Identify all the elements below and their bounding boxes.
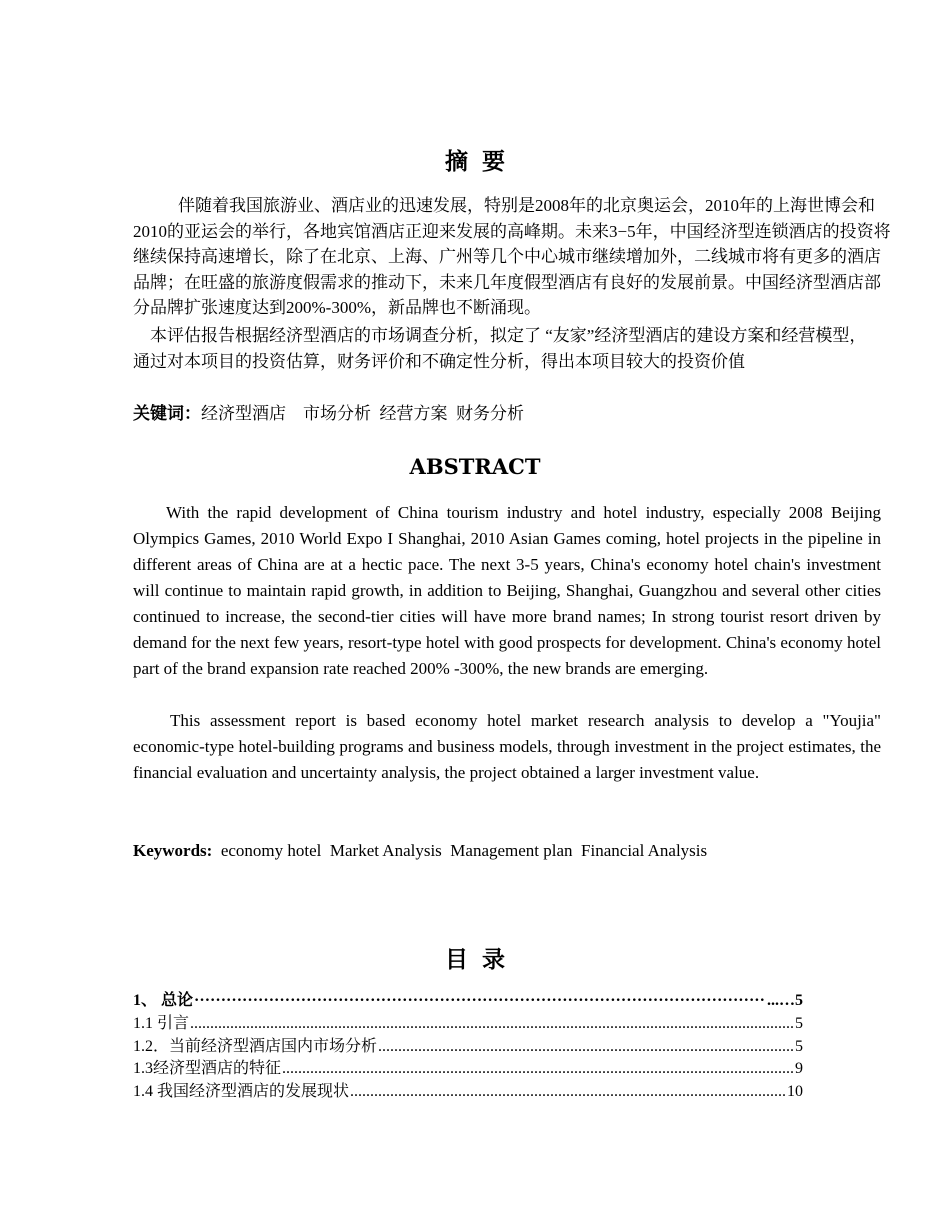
abstract-cn-text-2: 本评估报告根据经济型酒店的市场调查分析，拟定了 “友家”经济型酒店的建设方案和经营模型，通过对本项目的投资估算，财务评价和不确定性分析，得出本项目较大的投资价值 — [133, 326, 867, 371]
toc-entry-page: 5 — [795, 1038, 803, 1055]
keywords-cn — [133, 401, 524, 426]
toc-leader-dots — [190, 1013, 794, 1035]
toc-entry[interactable] — [133, 1058, 803, 1080]
toc-entry[interactable] — [133, 1013, 803, 1035]
abstract-en-paragraph-2: This assessment report is based economy hotel market research analysis to develop a "Youjia" economic-type hotel-building programs and business models, through investment in the project estimates, the financial evaluation and uncertainty analysis, the project obtained a larger investment value. — [133, 711, 881, 782]
keywords-en-values: economy hotel Market Analysis Management plan Financial Analysis — [212, 841, 708, 860]
abstract-cn-text-1: 伴随着我国旅游业、酒店业的迅速发展，特别是2008年的北京奥运会，2010年的上海世博会和2010的亚运会的举行，各地宾馆酒店正迎来发展的高峰期。未来3−5年，中国经济型连锁酒店的投资将继续保持高速增长，除了在北京、上海、广州等几个中心城市继续增加外，二线城市将有更多的酒店品牌；在旺盛的旅游度假需求的推动下，未来几年度假型酒店有良好的发展前景。中国经济型酒店部分品牌扩张速度达到200%-300%，新品牌也不断涌现。 — [133, 196, 891, 317]
keywords-cn-values: 经济型酒店 市场分析 经营方案 财务分析 — [201, 404, 524, 423]
keywords-en-label: Keywords: — [133, 841, 213, 860]
toc-entry[interactable] — [133, 1081, 803, 1103]
abstract-en-paragraph-1: With the rapid development of China tourism industry and hotel industry, especially 2008 Beijing Olympics Games, 2010 World Expo I Shanghai, 2010 Asian Games coming, hotel projects in the pipeline in different areas of China are at a hectic pace. The next 3-5 years, China's economy hotel chain's investment will continue to maintain rapid growth, in addition to Beijing, Shanghai, Guangzhou and several other cities continued to increase, the second-tier cities will have more brand names; In strong tourist resort driven by demand for the next few years, resort-type hotel with good prospects for development. China's economy hotel part of the brand expansion rate reached 200% -300%, the new brands are emerging. — [133, 503, 881, 678]
toc-leader-dots — [350, 1081, 786, 1103]
toc-entry-page: 5 — [795, 1015, 803, 1032]
toc-entry-label: 1.2．当前经济型酒店国内市场分析 — [133, 1038, 378, 1055]
toc-entry-page: 9 — [795, 1060, 803, 1077]
toc-entry-page: 10 — [787, 1083, 803, 1100]
abstract-cn-paragraph-1 — [133, 193, 893, 321]
toc-entry-label: 1、 总论 — [133, 992, 194, 1009]
toc-entry-label: 1.3经济型酒店的特征 — [133, 1060, 282, 1077]
toc-leader-dots — [194, 990, 766, 1012]
toc-entry[interactable] — [133, 1036, 803, 1058]
toc-title: 目录 — [445, 947, 519, 972]
toc-leader-dots — [282, 1058, 794, 1080]
keywords-cn-label: 关键词： — [133, 404, 201, 423]
abstract-cn-title: 摘要 — [445, 149, 519, 174]
toc-entry-label: 1.1 引言 — [133, 1015, 190, 1032]
keywords-en — [133, 838, 707, 864]
toc-entry-label: 1.4 我国经济型酒店的发展现状 — [133, 1083, 350, 1100]
toc-leader-dots — [378, 1036, 794, 1058]
toc-entry[interactable] — [133, 990, 803, 1012]
toc-entry-page: ...…5 — [767, 992, 803, 1009]
abstract-cn-paragraph-2 — [133, 323, 883, 374]
abstract-en-title: ABSTRACT — [409, 454, 541, 479]
